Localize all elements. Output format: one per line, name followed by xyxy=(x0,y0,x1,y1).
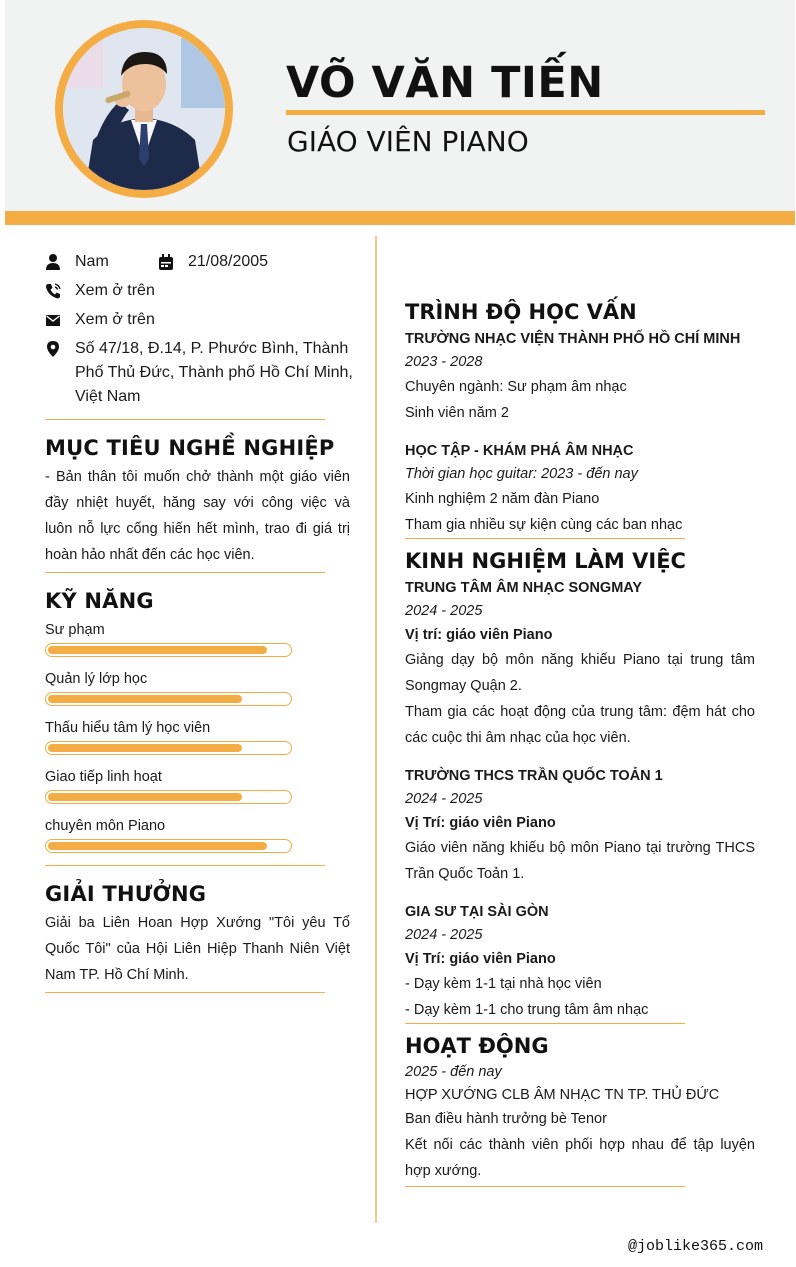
phone-icon xyxy=(45,282,61,300)
education-date: 2023 - 2028 xyxy=(405,354,483,370)
experience-org: TRUNG TÂM ÂM NHẠC SONGMAY xyxy=(405,580,643,596)
education-line: Kinh nghiệm 2 năm đàn Piano xyxy=(405,491,600,507)
skill-bar-fill xyxy=(48,695,242,703)
experience-title: KINH NGHIỆM LÀM VIỆC xyxy=(405,549,686,573)
section-rule xyxy=(45,865,325,866)
skill-bar xyxy=(45,839,292,853)
activities-title: HOẠT ĐỘNG xyxy=(405,1034,549,1058)
footer-watermark: @joblike365.com xyxy=(627,1238,763,1255)
skill-label: Quản lý lớp học xyxy=(45,671,148,687)
activities-org: HỢP XƯỚNG CLB ÂM NHẠC TN TP. THỦ ĐỨC xyxy=(405,1087,720,1103)
section-rule xyxy=(405,1023,685,1024)
header-accent-bar xyxy=(5,211,795,225)
education-line: Tham gia nhiều sự kiện cùng các ban nhạc xyxy=(405,517,683,533)
envelope-icon xyxy=(45,311,61,329)
skill-label: Thấu hiểu tâm lý học viên xyxy=(45,720,211,736)
experience-line: Giáo viên năng khiếu bộ môn Piano tại trường THCS Trần Quốc Toản 1. xyxy=(405,840,755,882)
experience-role: Vị trí: giáo viên Piano xyxy=(405,627,553,643)
experience-line: - Dạy kèm 1-1 cho trung tâm âm nhạc xyxy=(405,1002,649,1018)
experience-role: Vị Trí: giáo viên Piano xyxy=(405,951,556,967)
skill-label: Giao tiếp linh hoạt xyxy=(45,769,162,785)
skill-bar-fill xyxy=(48,793,242,801)
activities-date: 2025 - đến nay xyxy=(405,1064,502,1080)
portrait-photo xyxy=(63,28,225,190)
email-row xyxy=(45,308,370,332)
skill-bar xyxy=(45,692,292,706)
skill-item xyxy=(45,670,370,706)
experience-line: - Dạy kèm 1-1 tại nhà học viên xyxy=(405,976,602,992)
address-row xyxy=(45,337,370,409)
address-value: Số 47/18, Đ.14, P. Phước Bình, Thành Phố Thủ Đức, Thành phố Hồ Chí Minh, Việt Nam xyxy=(75,340,353,405)
name-underline xyxy=(286,110,765,115)
avatar xyxy=(63,28,225,190)
skill-bar-fill xyxy=(48,744,242,752)
skill-item xyxy=(45,817,370,853)
skill-bar xyxy=(45,741,292,755)
education-title: TRÌNH ĐỘ HỌC VẤN xyxy=(405,300,637,324)
birthdate-value: 21/08/2005 xyxy=(188,253,269,270)
section-rule xyxy=(45,419,325,420)
education-line: Sinh viên năm 2 xyxy=(405,405,509,421)
map-pin-icon xyxy=(45,340,61,358)
experience-org: GIA SƯ TẠI SÀI GÒN xyxy=(405,904,549,920)
job-title: GIÁO VIÊN PIANO xyxy=(287,125,529,158)
experience-role: Vị Trí: giáo viên Piano xyxy=(405,815,556,831)
section-rule xyxy=(45,572,325,573)
education-org: TRƯỜNG NHẠC VIỆN THÀNH PHỐ HỒ CHÍ MINH xyxy=(405,331,741,347)
gender-value: Nam xyxy=(75,253,109,270)
awards-title: GIẢI THƯỞNG xyxy=(45,882,207,906)
skill-bar-fill xyxy=(48,646,267,654)
experience-org: TRƯỜNG THCS TRẦN QUỐC TOẢN 1 xyxy=(405,768,663,784)
experience-line: Tham gia các hoạt động của trung tâm: đệm hát cho các cuộc thi âm nhạc của học viên. xyxy=(405,704,755,746)
awards-text: Giải ba Liên Hoan Hợp Xướng "Tôi yêu Tổ Quốc Tôi" của Hội Liên Hiệp Thanh Niên Việt Nam TP. Hồ Chí Minh. xyxy=(45,915,350,983)
objective-text: - Bản thân tôi muốn chở thành một giáo viên đầy nhiệt huyết, hăng say với công việc và luôn nỗ lực cống hiến hết mình, trao đi giá trị hoàn hảo nhất đến các học viên. xyxy=(45,469,350,563)
personal-row-1 xyxy=(45,250,370,274)
section-rule xyxy=(405,538,685,539)
email-value: Xem ở trên xyxy=(75,311,155,328)
skill-label: Sư phạm xyxy=(45,622,105,638)
activities-line: Ban điều hành trưởng bè Tenor xyxy=(405,1111,607,1127)
candidate-name: VÕ VĂN TIẾN xyxy=(286,58,604,108)
user-icon xyxy=(45,253,61,271)
skill-bar-fill xyxy=(48,842,267,850)
skill-item xyxy=(45,621,370,657)
column-divider xyxy=(375,236,377,1223)
right-column xyxy=(405,300,755,1187)
education-org: HỌC TẬP - KHÁM PHÁ ÂM NHẠC xyxy=(405,443,634,459)
skill-item xyxy=(45,719,370,755)
phone-value: Xem ở trên xyxy=(75,282,155,299)
education-date: Thời gian học guitar: 2023 - đến nay xyxy=(405,466,638,482)
activities-line: Kết nối các thành viên phối hợp nhau để tập luyện hợp xướng. xyxy=(405,1137,755,1179)
skills-list xyxy=(45,621,370,853)
skill-item xyxy=(45,768,370,804)
skills-title: KỸ NĂNG xyxy=(45,589,154,613)
section-rule xyxy=(45,992,325,993)
education-line: Chuyên ngành: Sư phạm âm nhạc xyxy=(405,379,627,395)
skill-label: chuyên môn Piano xyxy=(45,818,166,834)
left-column xyxy=(45,250,370,993)
experience-date: 2024 - 2025 xyxy=(405,791,483,807)
experience-date: 2024 - 2025 xyxy=(405,927,483,943)
section-rule xyxy=(405,1186,685,1187)
objective-title: MỤC TIÊU NGHỀ NGHIỆP xyxy=(45,436,335,460)
calendar-icon xyxy=(158,253,174,271)
experience-date: 2024 - 2025 xyxy=(405,603,483,619)
skill-bar xyxy=(45,790,292,804)
skill-bar xyxy=(45,643,292,657)
experience-line: Giảng dạy bộ môn năng khiếu Piano tại trung tâm Songmay Quận 2. xyxy=(405,652,755,694)
phone-row xyxy=(45,279,370,303)
